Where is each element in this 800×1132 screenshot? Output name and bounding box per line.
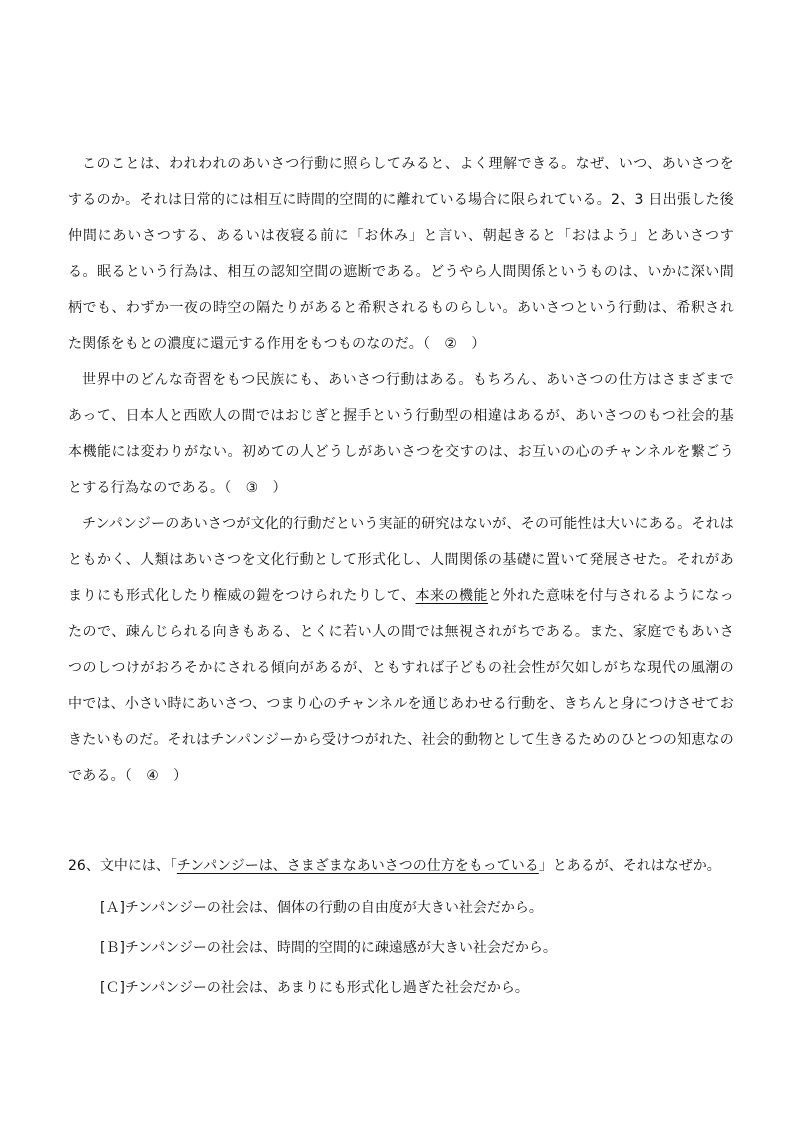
answer-option-c: [Ｃ]チンパンジーの社会は、あまりにも形式化し過ぎた社会だから。: [100, 980, 529, 996]
question-suffix: 」とあるが、それはなぜか。: [538, 858, 721, 874]
paragraph-2: 世界中のどんな奇習をもつ民族にも、あいさつ行動はある。もちろん、あいさつの仕方はさまざまであって、日本人と西欧人の間ではおじぎと握手という行動型の相違はあるが、あいさつのもつ社会的基本機能には変わりがない。初めての人どうしがあいさつを交すのは、お互いの心のチャンネルを繋ごうとする行為なのである。（ ③ ）: [68, 372, 734, 496]
paragraph-3: [68, 506, 734, 794]
paragraph-3-text-after: と外れた意味を付与されるようになったので、疎んじられる向きもある、とくに若い人の間では無視されがちである。また、家庭でもあいさつのしつけがおろそかにされる傾向があるが、ともすれば子どもの社会性が欠如しがちな現代の風潮の中では、小さい時にあいさつ、つまり心のチャンネルを通じあわせる行動を、きちんと身につけさせておきたいものだ。それはチンパンジーから受けつがれた、社会的動物として生きるためのひとつの知恵なのである。（ ④ ）: [68, 588, 734, 784]
answer-option-b: [Ｂ]チンパンジーの社会は、時間的空間的に疎遠感が大きい社会だから。: [100, 940, 557, 956]
answer-options: [68, 897, 734, 999]
answer-option-a: [Ａ]チンパンジーの社会は、個体の行動の自由度が大きい社会だから。: [100, 900, 543, 916]
paragraph-1: このことは、われわれのあいさつ行動に照らしてみると、よく理解できる。なぜ、いつ、あいさつをするのか。それは日常的には相互に時間的空間的に離れている場合に限られている。2、3 日出張した後仲間にあいさつする、あるいは夜寝る前に「お休み」と言い、朝起きると「おはよう」とあいさつする。眠るという行為は、相互の認知空間の遮断である。どうやら人間関係というものは、いかに深い間柄でも、わずか一夜の時空の隔たりがあると希釈されるものらしい。あいさつという行動は、希釈された関係をもとの濃度に還元する作用をもつものなのだ。（ ② ）: [68, 156, 734, 352]
underlined-phrase-original-function: 本来の機能: [415, 588, 488, 604]
question-stem: [68, 855, 734, 877]
reading-passage: [68, 146, 734, 794]
question-quoted-phrase: チンパンジーは、さまざまなあいさつの仕方をもっている: [176, 858, 539, 874]
paragraph-3-text-before: チンパンジーのあいさつが文化的行動だという実証的研究はないが、その可能性は大いにある。それはともかく、人類はあいさつを文化行動として形式化し、人間関係の基礎に置いて発展させた。それがあまりにも形式化したり権威の鎧をつけられたりして、: [68, 516, 734, 604]
question-26: [68, 855, 734, 1017]
question-prefix: 26、文中には、「: [68, 858, 177, 874]
